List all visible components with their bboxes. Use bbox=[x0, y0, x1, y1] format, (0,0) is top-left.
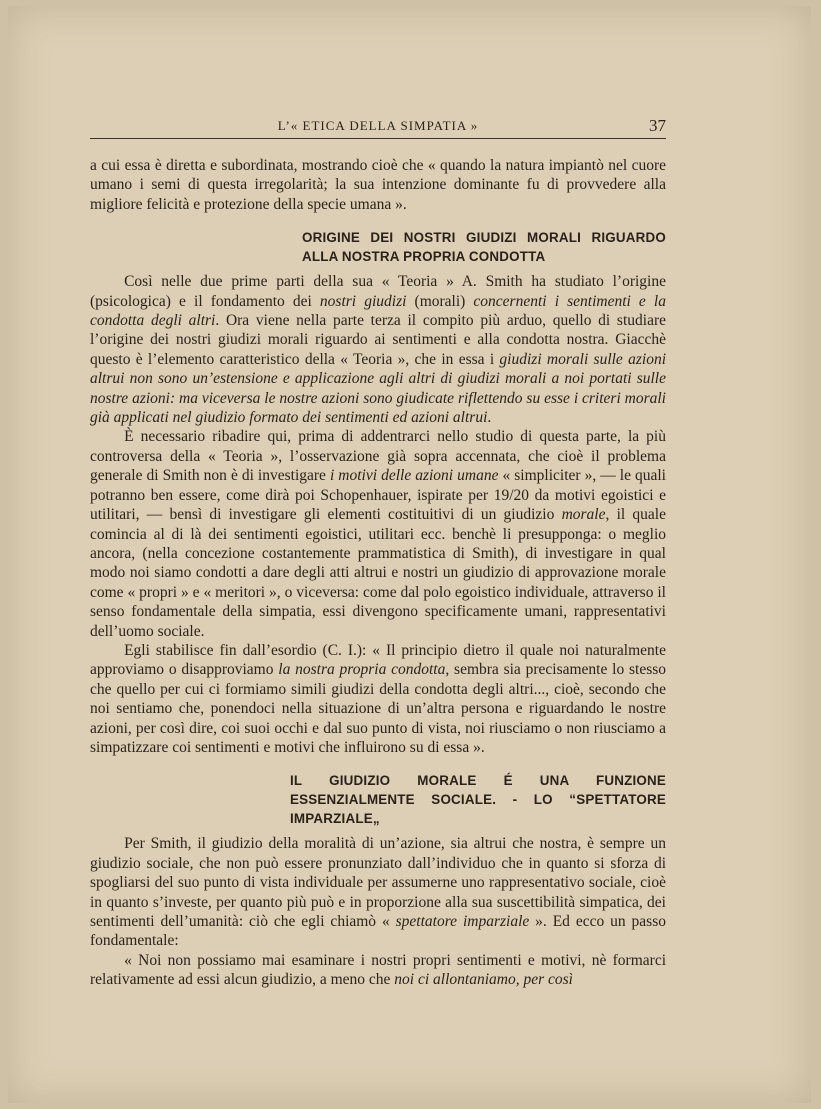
text-run: . bbox=[487, 409, 492, 427]
text-run: ». Ed ecco un passo fondamentale: bbox=[90, 913, 666, 950]
italic-run: la nostra propria condotta bbox=[278, 661, 446, 679]
text-run: Così nelle due prime parti della sua « Teoria » A. Smith ha studiato l’origine (psicologica) e il fondamento dei bbox=[90, 273, 666, 310]
text-run: , sembra sia precisamente lo stesso che quello per cui ci formiamo simili giudizi della condotta degli altri..., cioè, secondo che noi sentiamo che, ponendoci nella situazione di un’altra persona e riguardando le nostre azioni, per così dire, coi suoi occhi e dal suo punto di vista, noi riusciamo o non riusciamo a simpatizzare coi sentimenti e motivi che influirono su di essa ». bbox=[90, 661, 667, 756]
paragraph-ribadire bbox=[90, 427, 666, 640]
italic-run: i motivi delle azioni umane bbox=[329, 467, 499, 485]
page-number: 37 bbox=[649, 116, 666, 135]
paragraph-continuation: a cui essa è diretta e subordinata, mostrando cioè che « quando la natura impiantò nel cuore umano i semi di questa irregolarità; la sua intenzione dominante fu di provvedere alla migliore felicità e protezione della specie umana ». bbox=[90, 157, 666, 213]
paragraph-teoria-parts bbox=[90, 272, 666, 427]
text-run: (morali) bbox=[406, 292, 474, 310]
page-body bbox=[90, 156, 666, 990]
running-head: L’« ETICA DELLA SIMPATIA » bbox=[277, 118, 479, 133]
italic-run: nostri giudizi bbox=[319, 292, 407, 310]
text-run: . Ora viene nella parte terza il compito più arduo, quello di studiare l’origine dei nostri giudizi morali riguardo ai sentimenti e alla condotta nostra. Giacchè questo è l’elemento caratteristico della « Teoria », che in essa i bbox=[90, 312, 666, 368]
text-run: Egli stabilisce fin dall’esordio (C. I.): « Il principio dietro il quale noi naturalmente approviamo o disapproviamo bbox=[90, 641, 666, 679]
italic-run: spettatore imparziale bbox=[395, 913, 530, 930]
section-heading-giudizio-morale: IL GIUDIZIO MORALE É UNA FUNZIONE ESSENZIALMENTE SOCIALE. - LO “SPETTATORE IMPARZIALE„ bbox=[290, 773, 666, 827]
italic-run: noi ci allontaniamo, per così bbox=[394, 971, 573, 989]
paragraph-esordio bbox=[90, 641, 666, 757]
text-run: È necessario ribadire qui, prima di addentrarci nello studio di questa parte, la più controversa della « Teoria », l’osservazione già sopra accennata, che cioè il problema generale di Smith non è di investigare bbox=[90, 428, 666, 485]
paragraph-per-smith bbox=[90, 834, 666, 950]
section-heading-origine: ORIGINE DEI NOSTRI GIUDIZI MORALI RIGUARDO ALLA NOSTRA PROPRIA CONDOTTA bbox=[302, 230, 666, 265]
text-run: « simpliciter », — le quali potranno ben essere, come dirà poi Schopenhauer, ispirate per 19/20 da motivi egoistici e utilitari, — bensì di investigare gli elementi costituitivi di un giudizio bbox=[90, 467, 666, 524]
page-header bbox=[90, 116, 666, 139]
text-run: « Noi non possiamo mai esaminare i nostri propri sentimenti e motivi, nè formarci relativamente ad essi alcun giudizio, a meno che bbox=[90, 951, 666, 989]
italic-run: morale bbox=[561, 506, 606, 524]
text-run: , il quale comincia al di là dei sentimenti egoistici, utilitari ecc. benchè li presupponga: o meglio ancora, (nella concezione costantemente prammatistica di Smith), di investigare in qual modo noi siamo condotti a dare degli atti altrui e nostri un giudizio di approvazione morale come « propri » e « meritori », o viceversa: come dal polo egoistico individuale, attraverso il senso fondamentale della simpatia, essi divengono specificamente umani, rappresentativi dell’uomo sociale. bbox=[90, 506, 666, 640]
paragraph-quote-start bbox=[90, 951, 666, 990]
italic-run: giudizi morali sulle azioni altrui non sono un’estensione e applicazione agli altri di giudizi morali a noi portati sulle nostre azioni: ma viceversa le nostre azioni sono giudicate riflettendo su esse i criteri morali già applicati nel giudizio formato dei sentimenti ed azioni altrui bbox=[90, 350, 666, 427]
italic-run: concernenti i sentimenti e la condotta degli altri bbox=[90, 292, 666, 330]
book-page bbox=[8, 6, 811, 1103]
text-run: Per Smith, il giudizio della moralità di un’azione, sia altrui che nostra, è sempre un giudizio sociale, che non può essere pronunziato dall’individuo che in quanto si sforza di spogliarsi del suo punto di vista individuale per assumerne uno rappresentativo sociale, cioè in quanto s’investe, per quanto più può e in proporzione alla sua suscettibilità simpatica, dei sentimenti dell’umanità: ciò che egli chiamò « bbox=[90, 835, 666, 930]
